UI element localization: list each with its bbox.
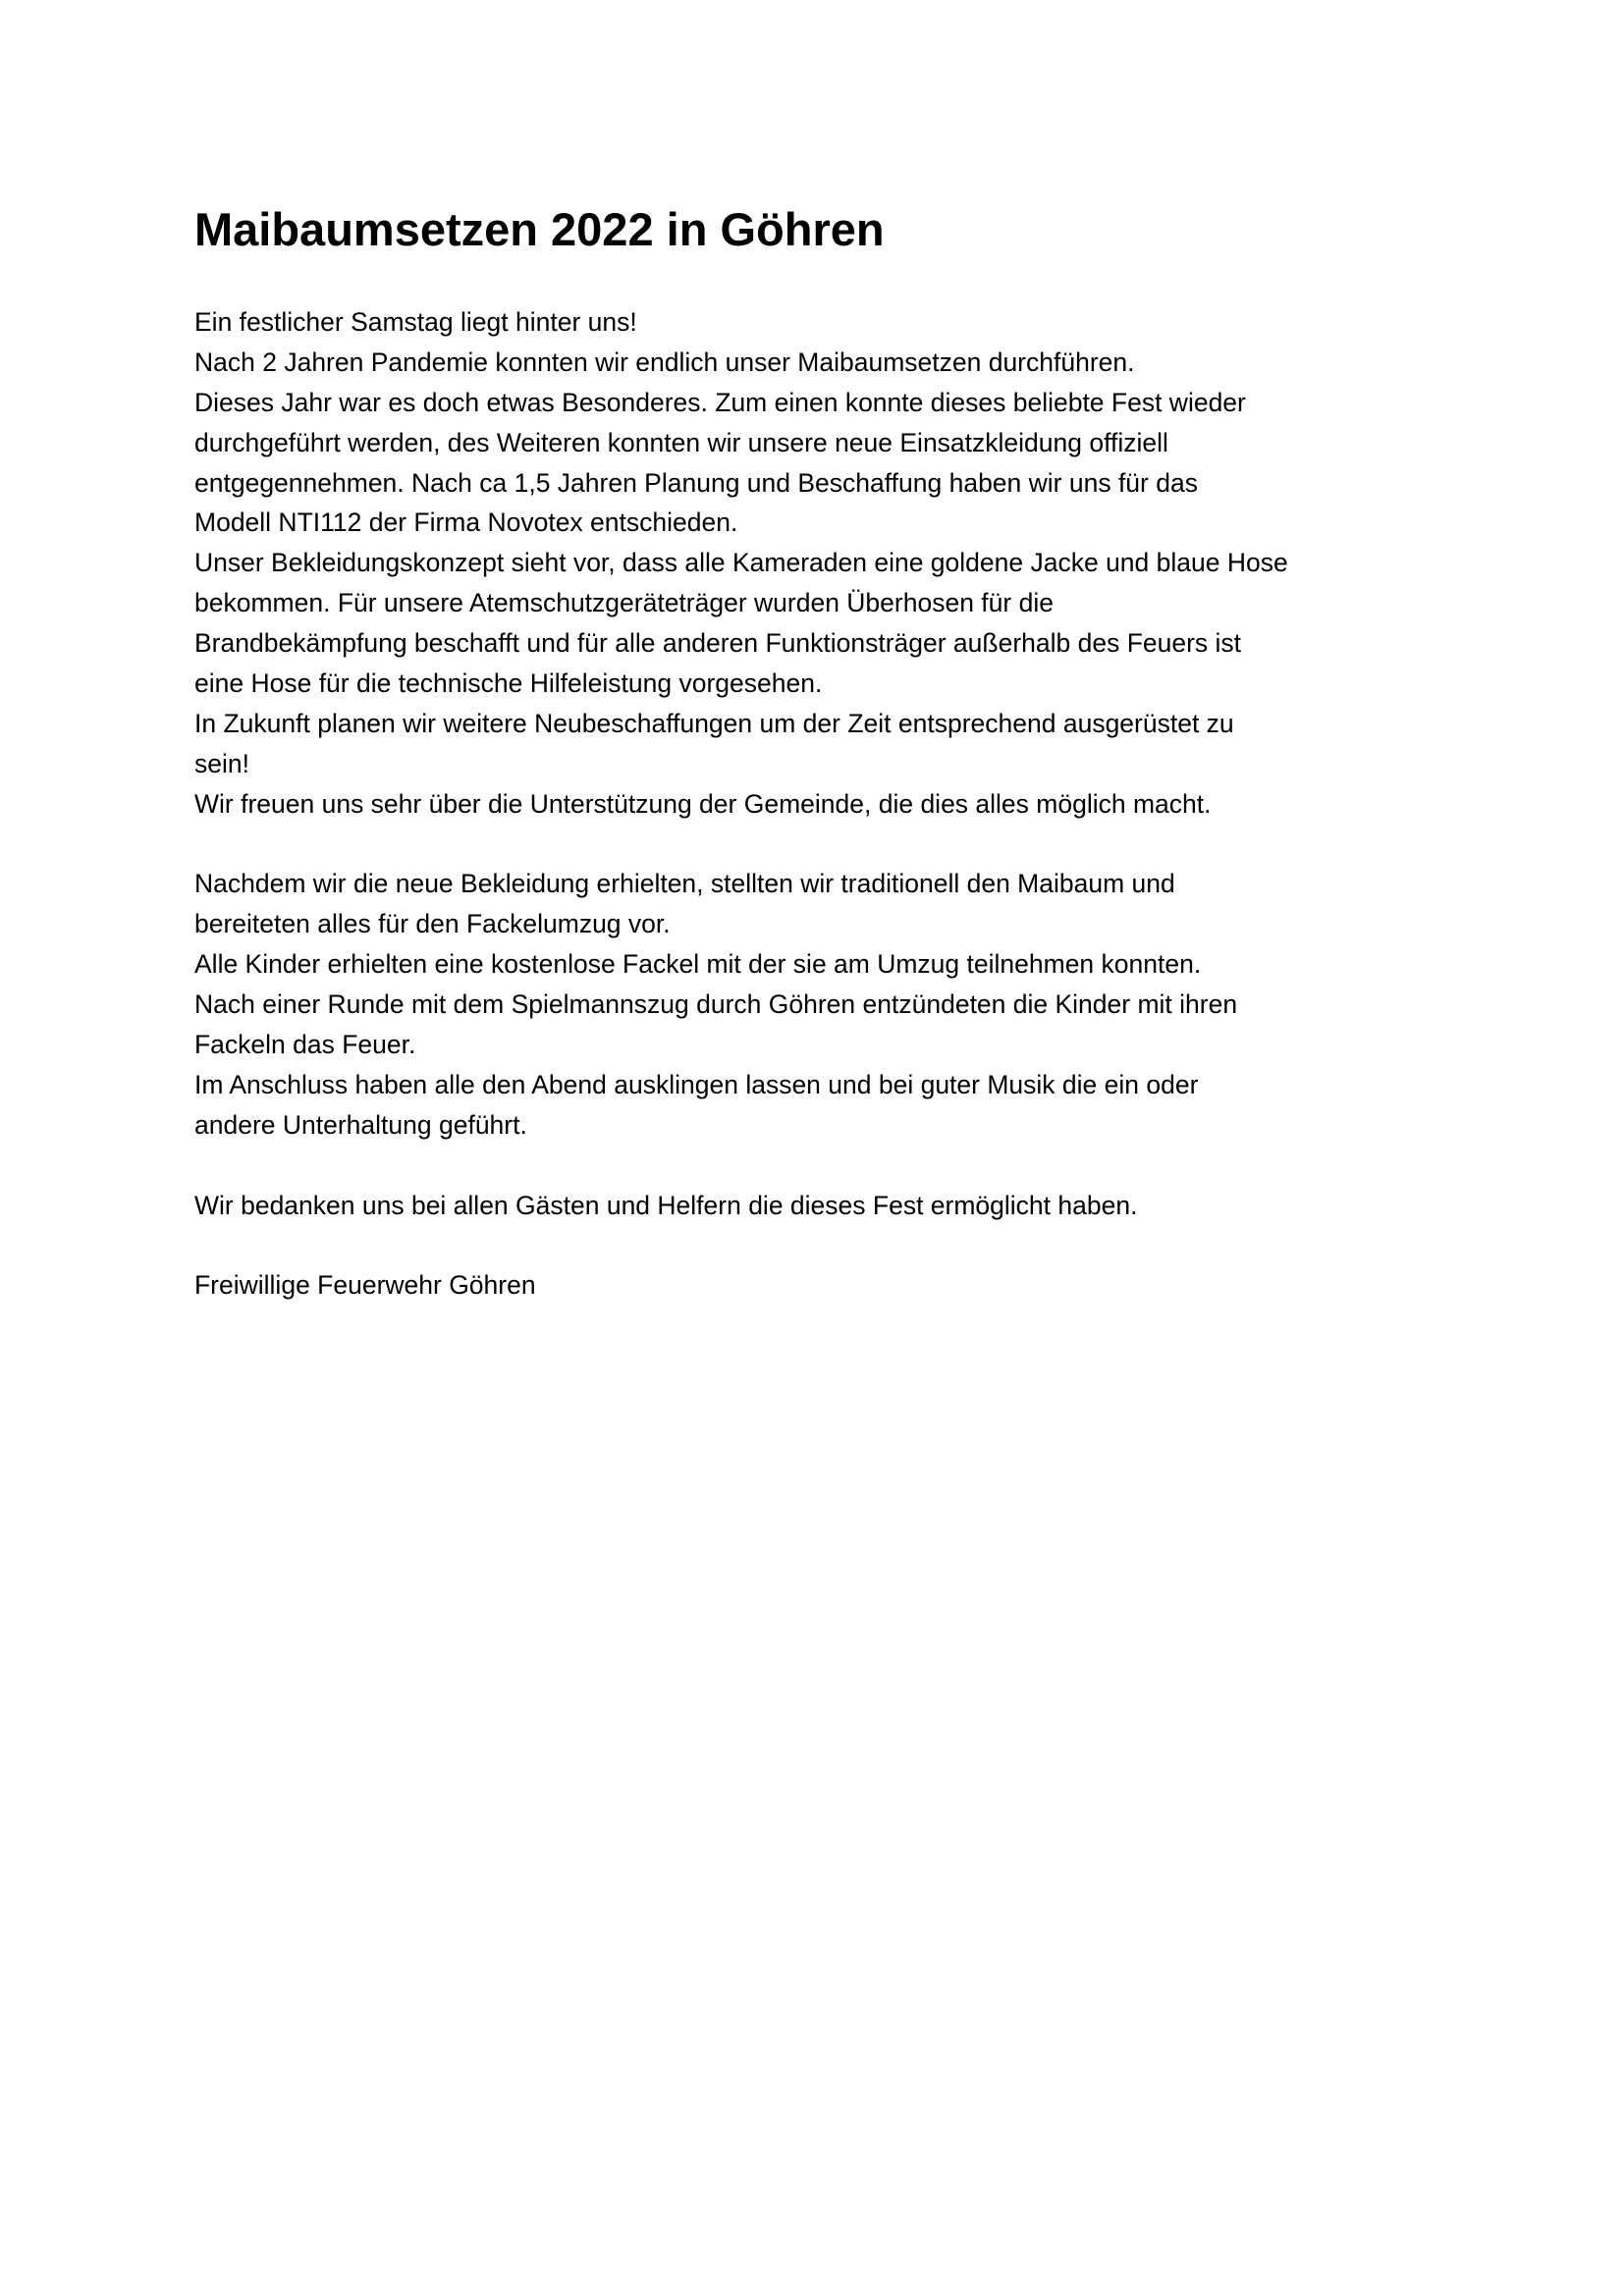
text-line: sein! bbox=[194, 748, 249, 778]
text-line: bekommen. Für unsere Atemschutzgeräteträger wurden Überhosen für die bbox=[194, 588, 1054, 618]
text-line: Nachdem wir die neue Bekleidung erhielten, stellten wir traditionell den Maibaum und bbox=[194, 869, 1175, 899]
text-line: Nach einer Runde mit dem Spielmannszug durch Göhren entzündeten die Kinder mit ihren bbox=[194, 989, 1238, 1020]
text-line: Unser Bekleidungskonzept sieht vor, dass alle Kameraden eine goldene Jacke und blaue Hose bbox=[194, 548, 1288, 578]
text-line: eine Hose für die technische Hilfeleistung vorgesehen. bbox=[194, 668, 823, 699]
text-line: Modell NTI112 der Firma Novotex entschieden. bbox=[194, 507, 738, 538]
text-line: Ein festlicher Samstag liegt hinter uns! bbox=[194, 307, 637, 337]
text-line: Im Anschluss haben alle den Abend ausklingen lassen und bei guter Musik die ein oder bbox=[194, 1069, 1199, 1099]
document-content bbox=[194, 196, 1461, 1306]
paragraph-gap bbox=[194, 825, 1461, 865]
text-line: andere Unterhaltung geführt. bbox=[194, 1109, 527, 1140]
text-line: Wir freuen uns sehr über die Unterstützung der Gemeinde, die dies alles möglich macht. bbox=[194, 788, 1212, 819]
text-line: Dieses Jahr war es doch etwas Besonderes. Zum einen konnte dieses beliebte Fest wieder bbox=[194, 387, 1246, 417]
paragraph-gap bbox=[194, 1146, 1461, 1186]
text-line: Freiwillige Feuerwehr Göhren bbox=[194, 1270, 536, 1301]
text-line: Brandbekämpfung beschafft und für alle anderen Funktionsträger außerhalb des Feuers ist bbox=[194, 628, 1242, 659]
text-line: bereiteten alles für den Fackelumzug vor. bbox=[194, 909, 671, 939]
text-line: In Zukunft planen wir weitere Neubeschaffungen um der Zeit entsprechend ausgerüstet zu bbox=[194, 708, 1234, 738]
text-line: Wir bedanken uns bei allen Gästen und Helfern die dieses Fest ermöglicht haben. bbox=[194, 1190, 1138, 1220]
text-line: entgegennehmen. Nach ca 1,5 Jahren Planung und Beschaffung haben wir uns für das bbox=[194, 467, 1198, 498]
text-line: Nach 2 Jahren Pandemie konnten wir endlich unser Maibaumsetzen durchführen. bbox=[194, 347, 1135, 377]
text-line: durchgeführt werden, des Weiteren konnten wir unsere neue Einsatzkleidung offiziell bbox=[194, 427, 1168, 457]
text-line: Alle Kinder erhielten eine kostenlose Fackel mit der sie am Umzug teilnehmen konnten. bbox=[194, 949, 1202, 980]
document-body bbox=[194, 302, 1461, 1306]
document-title: Maibaumsetzen 2022 in Göhren bbox=[194, 203, 885, 255]
text-line: Fackeln das Feuer. bbox=[194, 1030, 416, 1060]
paragraph-gap bbox=[194, 1225, 1461, 1265]
